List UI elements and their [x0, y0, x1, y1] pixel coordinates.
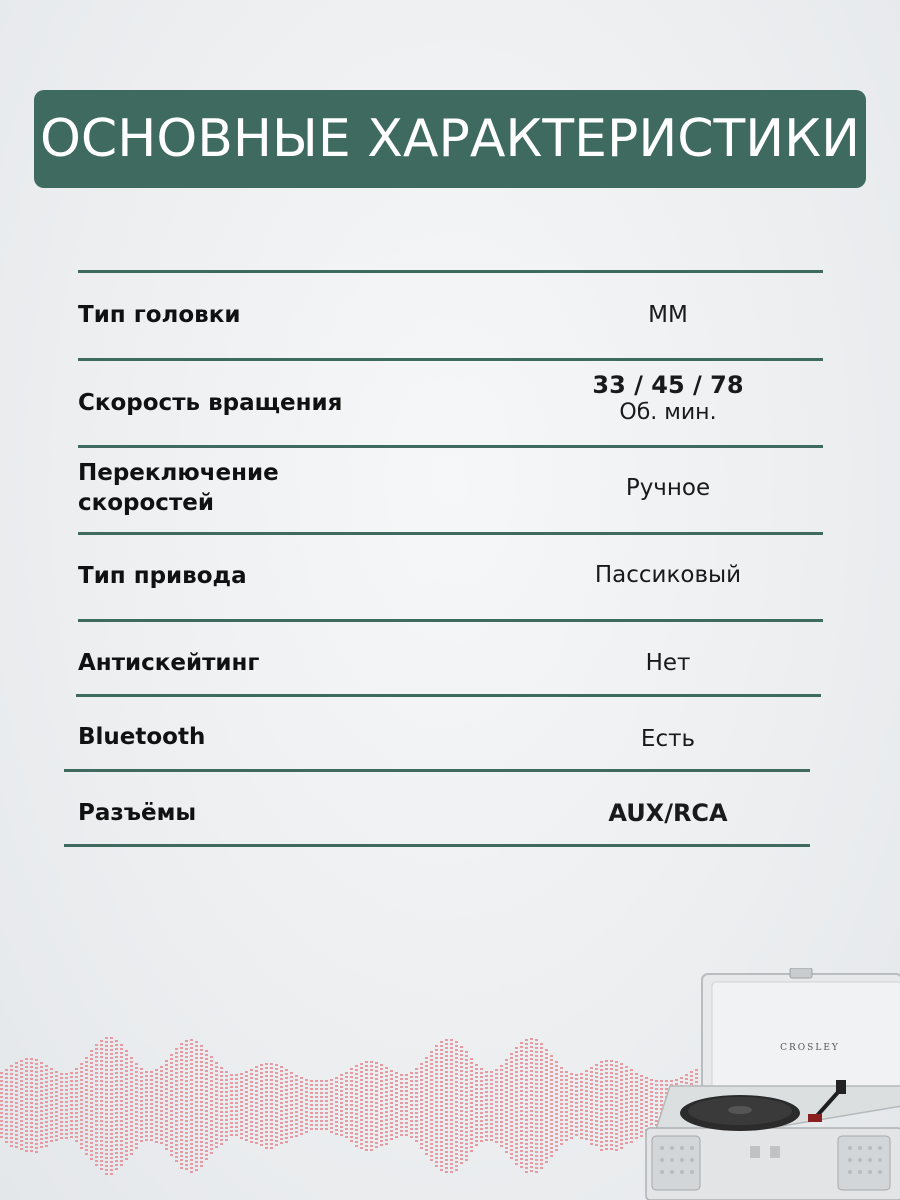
spec-row-drive — [78, 535, 823, 619]
spec-label-line: Переключение — [78, 460, 279, 486]
spec-row-speed-switch — [78, 448, 823, 532]
spec-value-unit: Об. мин. — [619, 400, 717, 425]
brand-logo: CROSLEY — [780, 1043, 840, 1053]
spec-value — [528, 371, 808, 427]
spec-value: Есть — [640, 726, 696, 752]
spec-label-line: скоростей — [78, 490, 214, 516]
spec-value: AUX/RCA — [608, 799, 728, 827]
spec-row-speed — [78, 361, 823, 445]
spec-label: Антискейтинг — [78, 650, 260, 676]
turntable-icon — [640, 968, 900, 1200]
spec-row-connectors — [78, 772, 823, 844]
spec-value: Нет — [645, 650, 691, 676]
spec-label — [78, 458, 279, 518]
spec-label: Bluetooth — [78, 724, 206, 750]
divider — [64, 844, 810, 847]
spec-value: MM — [648, 302, 688, 328]
soundwave-icon — [0, 1030, 700, 1180]
page-title: ОСНОВНЫЕ ХАРАКТЕРИСТИКИ — [39, 109, 860, 169]
spec-row-antiskating — [78, 622, 823, 694]
spec-label: Тип привода — [78, 563, 247, 589]
spec-value: Пассиковый — [594, 562, 742, 588]
spec-value-main: 33 / 45 / 78 — [592, 371, 744, 399]
spec-value: Ручное — [625, 475, 711, 501]
spec-label: Скорость вращения — [78, 390, 343, 416]
spec-label: Разъёмы — [78, 800, 197, 826]
spec-row-head-type — [78, 273, 823, 358]
title-banner — [34, 90, 866, 188]
spec-row-bluetooth — [78, 697, 823, 769]
spec-label: Тип головки — [78, 302, 241, 328]
